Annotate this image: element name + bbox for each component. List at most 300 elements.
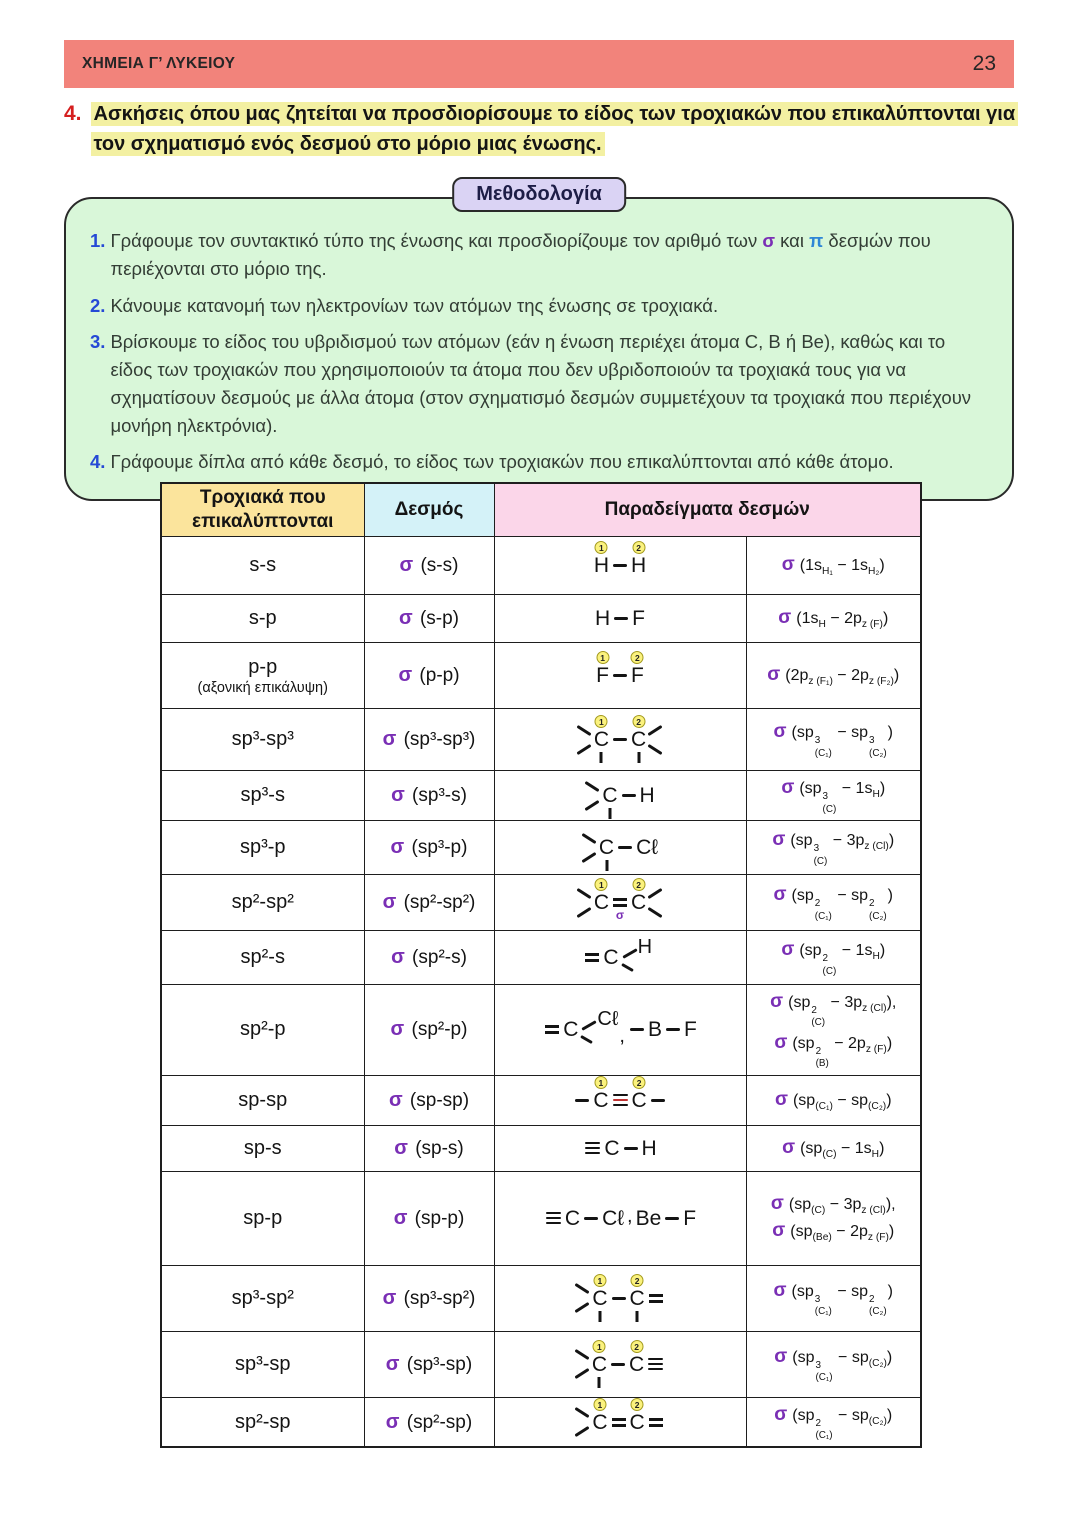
example-cell [494,875,746,931]
atom-c: C 2 [631,1077,647,1112]
sigma-symbol: σ [394,1136,408,1159]
orbitals-cell [161,931,364,985]
methodology-step [90,227,986,283]
table-row [161,1265,921,1331]
example-cell [494,985,746,1076]
vertical-bond [637,752,640,763]
bond-label: (sp²-sp) [401,1411,473,1433]
orbitals-label: s-p [248,607,277,629]
formula-cell [746,1397,921,1447]
bond-fork-label [620,936,658,980]
bond-cell [364,771,494,821]
atom-number-badge: 1 [594,1076,607,1089]
bond-cell [364,875,494,931]
sigma-symbol: σ [767,663,781,685]
atom-f: F 1 [596,653,609,687]
sup-sub-stack: 2 (C) [811,1005,826,1029]
step-text: Βρίσκουμε το είδος του υβριδισμού των ατόμων (εάν η ένωση περιέχει άτομα C, B ή Be), καθώς και το είδος των τροχιακών που χρησιμοποιούν τα άτομα που δεν υβριδοποιούν τα τροχιακά τους για να σχηματίσουν δεσμούς με άλλα άτομα (στον σχηματισμό δεσμών συμμετέχουν τα τροχιακά που περιέχουν μονήρη ηλεκτρόνια). [110,331,972,436]
course-title: ΧΗΜΕΙΑ Γ’ ΛΥΚΕΙΟΥ [82,55,236,72]
atom-c: C 1 [591,1354,608,1375]
example-cell [494,771,746,821]
orbital-overlap-formula [749,884,919,921]
example-cell [494,931,746,985]
sup-sub-stack: 3 (C) [813,843,828,867]
molecule-structure [497,543,744,577]
atom-be: Be [635,1206,662,1230]
atom-f: F [632,607,645,630]
example-cell [494,537,746,595]
example-cell [494,595,746,643]
atom-c: C [564,1206,581,1230]
bond-cell [364,985,494,1076]
orbital-overlap-formula [749,777,919,814]
methodology-steps [90,227,986,476]
table-row [161,643,921,709]
orbital-overlap-formula [749,1032,919,1069]
bond-cell [364,1125,494,1171]
orbital-overlap-formula [749,1220,919,1243]
bond-cell [364,709,494,771]
sup-sub-stack: 2 (C₁) [815,1417,833,1442]
atom-f: F 2 [631,653,644,687]
molecule-structure [497,936,744,980]
orbitals-label: sp-sp [238,1088,288,1111]
orbital-overlap-formula [749,939,919,976]
atom-f: F [683,1018,697,1042]
table-row [161,1171,921,1265]
sigma-symbol: σ [773,721,787,743]
bond-cell [364,1075,494,1125]
orbitals-column-header: Τροχιακά που επικαλύπτονται [161,483,364,537]
sigma-symbol: σ [615,908,625,922]
atom-c: C 1 [591,1288,608,1309]
single-bond [622,794,636,797]
bond-cell [364,931,494,985]
formula-cell [746,595,921,643]
orbital-overlap-formula [749,1193,919,1216]
bond-cell [364,1397,494,1447]
atom-c: C [598,837,615,858]
bond-fork [574,1281,591,1315]
atom-c: C 1 [593,1077,609,1112]
formula-cell [746,821,921,875]
methodology-step [90,448,986,476]
formula-text: (sp 2 (C) − $1s_H$) [799,942,886,977]
single-bond [611,1363,625,1366]
formula-text: $(2p_{z (F_1)} - 2p_{z (F_2)})$ [785,666,900,688]
orbitals-cell [161,1075,364,1125]
formula-cell [746,931,921,985]
orbitals-label: sp³-p [239,836,286,858]
molecule-structure [497,779,744,813]
step-text: Κάνουμε κατανομή των ηλεκτρονίων των ατόμων της ένωσης σε τροχιακά. [110,294,719,316]
sigma-symbol: σ [774,1031,788,1053]
double-bond [585,953,599,962]
formula-cell [746,1331,921,1397]
molecule-structure [497,608,744,629]
orbitals-cell [161,1265,364,1331]
example-cell [494,821,746,875]
sigma-symbol: σ [772,1220,786,1242]
formula-cell [746,1265,921,1331]
single-bond [613,674,627,677]
atom-b: B [647,1018,662,1042]
formula-text: $(sp_{(Be)} - 2p_{z (F)})$ [790,1223,895,1244]
orbital-overlap-formula [749,554,919,577]
single-bond [575,1099,589,1102]
sigma-symbol: σ [385,1352,400,1375]
orbitals-cell [161,1397,364,1447]
step-number: 2. [90,294,106,316]
orbitals-table [160,482,922,1448]
table-row [161,1331,921,1397]
formula-text: (sp 3 (C₁) − $sp_{(C_2)}$) [792,1348,893,1384]
molecule-structure [497,1077,744,1112]
step-text: Γράφουμε τον συντακτικό τύπο της ένωσης και προσδιορίζουμε τον αριθμό των σ και π δεσμών που περιέχονται στο μόριο της. [110,230,931,279]
atom-number-badge: 2 [633,1076,646,1089]
single-bond [613,738,627,741]
table-row [161,595,921,643]
atom-number-badge: 1 [595,715,608,728]
single-bond [613,564,627,567]
atom-cl: Cℓ [636,836,659,859]
double-bond [545,1025,559,1034]
orbital-overlap-formula [749,607,919,630]
orbitals-cell [161,1171,364,1265]
bond-cell [364,595,494,643]
formula-cell [746,985,921,1076]
bond-fork [581,831,598,865]
vertical-bond [598,1377,601,1388]
molecule-structure [497,1399,744,1439]
orbitals-cell [161,537,364,595]
orbitals-label: sp-p [243,1206,283,1229]
vertical-bond [598,1311,601,1322]
sigma-symbol: σ [399,554,414,576]
sigma-symbol: σ [781,553,795,575]
methodology-box [64,183,1014,501]
bond-label: (sp³-s) [406,785,467,806]
sigma-symbol: σ [774,1403,788,1425]
table-row [161,931,921,985]
orbitals-label: sp³-sp² [231,1286,294,1309]
page-header-bar [64,40,1014,88]
sigma-symbol: σ [772,829,786,851]
bond-label: (sp³-p) [406,837,468,858]
atom-number-badge: 1 [595,878,608,891]
single-bond [612,1297,626,1300]
example-cell [494,1075,746,1125]
bond-label: (sp²-sp²) [398,892,476,913]
bond-label: (sp-p) [409,1207,465,1229]
formula-text: $(sp_{(C)} - 1s_H)$ [800,1139,885,1160]
sigma-symbol: σ [773,884,787,906]
sigma-symbol: σ [781,939,795,961]
formula-text: (sp 2 (C₁) − $sp_{(C_2)}$) [792,1406,893,1442]
orbitals-label: p-p [248,655,278,678]
step-number: 4. [90,451,106,473]
single-bond [666,1028,680,1031]
sigma-symbol: σ [390,1018,405,1041]
bond-label: (p-p) [414,665,460,686]
orbitals-note: (αξονική επικάλυψη) [197,679,328,696]
atom-h: H [637,935,653,958]
orbitals-cell [161,771,364,821]
atom-cl: Cℓ [602,1206,625,1230]
formula-text: $(sp_{(C_1)} - sp_{(C_2)})$ [792,1091,892,1112]
table-row [161,771,921,821]
example-cell [494,1397,746,1447]
table-row [161,709,921,771]
table-row [161,1075,921,1125]
sigma-symbol: σ [391,784,405,806]
sigma-symbol: σ [398,607,413,629]
single-bond [624,1147,638,1150]
atom-c: C 1 [592,1399,608,1434]
orbitals-label: sp³-s [240,784,285,806]
atom-h: H 1 [593,543,609,577]
example-cell [494,709,746,771]
sigma-symbol: σ [390,836,405,858]
sup-sub-stack: 2 (C) [822,953,837,977]
atom-c: C 2 [629,1288,646,1309]
atom-number-badge: 2 [632,878,645,891]
orbital-overlap-formula [749,721,919,758]
bond-fork [647,723,664,757]
vertical-bond [600,752,603,763]
formula-text: (sp 3 (C₁) − sp 3 (C₂) ) [791,724,893,759]
single-bond [614,617,628,620]
bond-column-header: Δεσμός [364,483,494,537]
triple-bond [585,1142,600,1155]
orbitals-label: sp²-sp [234,1410,291,1433]
orbital-overlap-formula [749,829,919,866]
single-bond [651,1099,665,1102]
formula-cell [746,643,921,709]
atom-number-badge: 1 [593,1398,606,1411]
example-cell [494,1171,746,1265]
sup-sub-stack: 2 (C₂) [869,898,887,922]
formula-text: (sp 2 (B) − $2p_{z (F)}$) [792,1034,893,1070]
table-header-row [161,483,921,537]
formula-text: (sp 3 (C₁) − sp 2 (C₂) ) [791,1282,893,1318]
bond-cell [364,537,494,595]
sigma-symbol: σ [781,777,795,799]
bond-fork [647,886,664,920]
triple-bond [546,1212,561,1225]
examples-column-header: Παραδείγματα δεσμών [494,483,921,537]
orbitals-cell [161,875,364,931]
orbitals-cell [161,709,364,771]
sigma-symbol: σ [393,1206,408,1229]
section-title [64,99,1016,159]
sigma-symbol: σ [762,230,776,251]
bond-label: (s-p) [414,608,459,629]
section-number: 4. [64,102,82,125]
sup-sub-stack: 3 (C₂) [869,735,887,759]
example-cell [494,1331,746,1397]
sigma-symbol: σ [382,1286,397,1309]
double-bond [613,898,627,907]
orbitals-cell [161,595,364,643]
sigma-symbol: σ [382,728,397,750]
sup-sub-stack: 2 (C₂) [869,1293,887,1318]
molecule-structure [497,1138,744,1159]
atom-c: C 2 [629,1341,645,1376]
orbital-overlap-formula [749,1346,919,1383]
sup-sub-stack: 3 (C) [822,791,837,815]
atom-number-badge: 2 [632,715,645,728]
sup-sub-stack: 2 (C₁) [814,898,832,922]
orbitals-label: s-s [249,554,277,576]
atom-h: H [595,607,611,630]
double-bond [649,1294,663,1303]
bond-fork [576,723,593,757]
sigma-symbol: σ [770,1192,784,1214]
orbitals-label: sp²-sp² [231,891,294,913]
formula-cell [746,1171,921,1265]
atom-c: C 2 [630,729,647,750]
molecule-structure [497,1275,744,1315]
orbitals-cell [161,1125,364,1171]
orbitals-label: sp³-sp³ [231,728,294,750]
orbital-overlap-formula [749,664,919,687]
formula-text: $(sp_{(C)} - 3p_{z (Cl)})$, [788,1195,896,1217]
bond-cell [364,1265,494,1331]
orbitals-label: sp³-sp [234,1352,291,1375]
atom-number-badge: 1 [593,1340,606,1353]
atom-c: C [601,785,618,806]
sigma-symbol: σ [774,1088,788,1110]
atom-number-badge: 2 [631,1274,644,1287]
bond-label: (sp-s) [409,1137,464,1159]
page-number: 23 [972,52,996,75]
bond-fork [574,1405,591,1439]
atom-number-badge: 2 [631,651,644,664]
example-cell [494,643,746,709]
orbitals-label: sp²-p [239,1018,286,1041]
table-row [161,985,921,1076]
bond-fork [576,886,593,920]
bond-label: (sp²-p) [406,1019,468,1041]
orbitals-label: sp²-s [240,946,285,968]
molecule-structure: C Cℓ , B F [497,1008,744,1052]
vertical-bond [608,808,611,819]
sigma-symbol: σ [391,946,405,968]
double-bond [649,1418,663,1427]
vertical-bond [636,1311,639,1322]
pi-symbol: π [809,230,824,251]
sup-sub-stack: 3 (C₁) [814,1293,832,1318]
table-row [161,1125,921,1171]
atom-h: H [641,1136,657,1160]
formula-cell [746,771,921,821]
sup-sub-stack: 3 (C₁) [815,1359,833,1384]
step-text: Γράφουμε δίπλα από κάθε δεσμό, το είδος των τροχιακών που επικαλύπτονται από κάθε άτομο. [110,451,894,473]
example-cell [494,1125,746,1171]
single-bond [584,1217,598,1220]
bond-cell [364,1331,494,1397]
sigma-symbol: σ [385,1410,400,1433]
formula-cell [746,537,921,595]
formula-cell [746,1125,921,1171]
bond-cell [364,821,494,875]
bond-cell [364,643,494,709]
atom-number-badge: 1 [593,1274,606,1287]
example-cell [494,1265,746,1331]
sigma-symbol: σ [774,1345,788,1367]
bond-label: (s-s) [415,555,459,576]
orbital-overlap-formula [749,1404,919,1441]
methodology-step [90,328,986,439]
molecule-structure: C Cℓ , Be F [497,1205,744,1232]
table-row [161,821,921,875]
orbital-overlap-formula [749,991,919,1028]
atom-number-badge: 1 [596,651,609,664]
molecule-structure [497,1341,744,1381]
formula-text: $(1s_{H_1} - 1s_{H_2})$ [799,556,885,578]
atom-c: C [603,946,619,969]
formula-text: (sp 3 (C) − $3p_{z (Cl)}$) [790,832,895,867]
formula-cell [746,875,921,931]
atom-c: C 2 [631,880,647,914]
molecule-structure [497,880,744,922]
orbitals-cell [161,1331,364,1397]
formula-text: (sp 2 (C) − $3p_{z (Cl)}$), [788,994,897,1029]
atom-h: H 2 [631,543,647,577]
sup-sub-stack: 2 (B) [815,1045,829,1070]
formula-cell [746,1075,921,1125]
atom-c: C 1 [593,880,609,914]
bond-fork [584,779,601,813]
triple-bond [648,1358,663,1371]
orbital-overlap-formula [749,1137,919,1160]
table-row [161,875,921,931]
sigma-symbol: σ [770,991,784,1012]
atom-cl: Cℓ [597,1007,619,1030]
atom-number-badge: 1 [595,541,608,554]
orbitals-cell [161,643,364,709]
sigma-symbol: σ [782,1136,796,1158]
molecule-structure [497,831,744,865]
step-number: 3. [90,331,106,353]
single-bond [665,1217,679,1220]
formula-text: (sp 3 (C) − $1s_H$) [799,780,886,815]
formula-text: (sp 2 (C₁) − sp 2 (C₂) ) [791,887,893,922]
double-bond-with-sigma [610,898,630,922]
molecule-structure [497,653,744,687]
atom-number-badge: 2 [631,1398,644,1411]
vertical-bond [605,860,608,871]
orbital-overlap-formula [749,1280,919,1317]
section-title-text: Ασκήσεις όπου μας ζητείται να προσδιορίσουμε το είδος των τροχιακών που επικαλύπτονται για τον σχηματισμό ενός δεσμού στο μόριο μιας ένωσης. [91,99,1016,159]
orbitals-cell [161,821,364,875]
orbital-overlap-formula [749,1089,919,1112]
bond-fork-label [579,1008,617,1052]
double-bond [612,1418,626,1427]
atom-h: H [639,784,655,807]
sigma-symbol: σ [388,1088,403,1111]
sigma-symbol: σ [778,606,792,628]
bond-cell [364,1171,494,1265]
sup-sub-stack: 3 (C₁) [814,735,832,759]
atom-c: C 1 [593,729,610,750]
sigma-symbol: σ [382,891,397,913]
formula-text: $(1s_H - 2p_{z (F)})$ [796,609,889,631]
orbitals-cell [161,985,364,1076]
bond-label: (sp³-sp²) [398,1287,476,1309]
methodology-step [90,292,986,320]
